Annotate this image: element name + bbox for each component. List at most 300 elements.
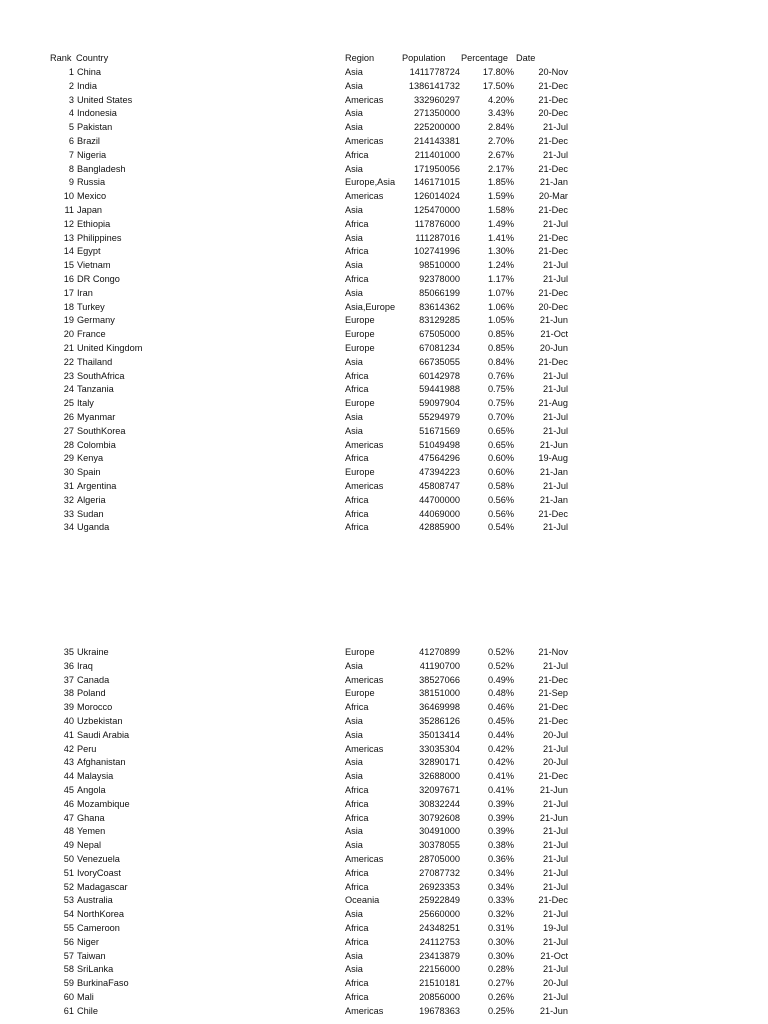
cell-percentage: 1.41% [487,232,514,243]
cell-percentage: 0.60% [487,453,514,464]
cell-region: Africa [345,992,369,1002]
cell-region: Asia [345,716,363,726]
cell-percentage: 1.30% [487,246,514,257]
cell-percentage: 0.60% [487,467,514,478]
cell-date: 21-Dec [538,716,568,726]
cell-date: 21-Dec [538,702,568,713]
cell-rank: 39 [63,702,74,713]
cell-population: 85066199 [419,287,460,298]
cell-date: 21-Jun [539,315,568,326]
table-row [0,825,768,839]
header-date: Date [516,53,536,63]
table-row [0,701,768,715]
cell-population: 26923353 [419,881,460,892]
cell-percentage: 0.76% [487,370,514,381]
cell-date: 21-Jul [542,425,568,436]
cell-date: 20-Jun [539,343,568,353]
table-row [0,190,768,204]
cell-date: 21-Jul [542,218,568,229]
cell-region: Americas [345,1005,384,1016]
cell-percentage: 0.75% [487,384,514,395]
cell-date: 20-Jul [542,729,568,740]
cell-population: 44700000 [419,494,460,505]
cell-population: 44069000 [419,508,460,519]
cell-population: 92378000 [419,274,460,284]
cell-date: 21-Jul [542,260,568,271]
cell-rank: 16 [63,274,74,284]
cell-date: 21-Jan [539,467,568,478]
cell-percentage: 0.46% [487,702,514,713]
cell-population: 225200000 [414,122,460,133]
cell-percentage: 1.58% [487,205,514,215]
cell-population: 20856000 [419,992,460,1002]
cell-rank: 57 [63,950,74,961]
cell-population: 60142978 [419,370,460,381]
cell-country: Canada [77,674,110,685]
cell-region: Asia [345,80,363,91]
cell-region: Europe [345,315,375,326]
cell-population: 32097671 [419,785,460,795]
cell-country: Indonesia [77,108,117,119]
table-row [0,273,768,287]
cell-population: 332960297 [414,94,460,105]
cell-region: Asia [345,909,363,920]
cell-country: Chile [77,1005,98,1016]
cell-date: 21-Dec [538,205,568,215]
cell-percentage: 0.45% [487,716,514,726]
cell-country: Sudan [77,508,104,519]
cell-percentage: 0.44% [487,729,514,740]
cell-percentage: 0.33% [487,895,514,906]
cell-population: 211401000 [414,149,460,160]
cell-date: 19-Aug [538,453,568,464]
cell-population: 111287016 [415,232,460,243]
cell-population: 41270899 [419,647,460,657]
table-row [0,356,768,370]
cell-region: Asia [345,771,363,782]
table-row [0,439,768,453]
cell-rank: 32 [63,494,74,505]
cell-rank: 17 [63,287,74,298]
table-row [0,218,768,232]
cell-population: 33035304 [419,743,460,754]
cell-country: Nepal [77,840,102,851]
cell-date: 20-Jul [542,978,568,989]
cell-percentage: 0.65% [487,425,514,436]
table-row [0,232,768,246]
cell-percentage: 0.36% [487,854,514,864]
cell-date: 21-Dec [538,136,568,146]
cell-rank: 8 [68,163,74,174]
cell-date: 21-Jul [542,798,568,809]
cell-percentage: 0.39% [487,798,514,809]
cell-rank: 21 [63,343,74,353]
cell-percentage: 0.54% [487,522,514,533]
cell-percentage: 0.85% [487,329,514,340]
cell-country: Angola [77,785,106,795]
cell-region: Americas [345,743,384,754]
cell-population: 55294979 [419,412,460,422]
table-row [0,66,768,80]
cell-population: 42885900 [419,522,460,533]
cell-population: 38151000 [419,688,460,699]
cell-region: Americas [345,481,384,491]
cell-region: Africa [345,867,369,878]
cell-population: 30832244 [419,798,460,809]
cell-percentage: 0.41% [487,771,514,782]
cell-region: Europe [345,647,375,657]
cell-region: Africa [345,812,369,823]
cell-percentage: 0.27% [487,978,514,989]
table-row [0,936,768,950]
cell-region: Africa [345,218,369,229]
cell-population: 30792608 [419,812,460,823]
cell-country: China [77,67,102,77]
cell-country: Japan [77,205,103,215]
cell-date: 19-Jul [542,923,568,933]
table-row [0,853,768,867]
table-row [0,94,768,108]
cell-country: Uzbekistan [77,716,123,726]
cell-date: 21-Jul [542,826,568,837]
cell-rank: 6 [68,136,74,146]
cell-population: 271350000 [414,108,460,119]
cell-rank: 29 [63,453,74,464]
cell-country: Afghanistan [77,757,126,768]
table-row [0,812,768,826]
cell-country: Malaysia [77,771,114,782]
cell-country: United States [77,94,133,105]
cell-population: 24112753 [419,936,460,947]
cell-date: 21-Oct [540,329,568,340]
cell-region: Asia [345,425,363,436]
cell-percentage: 2.17% [487,163,514,174]
table-row [0,149,768,163]
table-row [0,839,768,853]
cell-rank: 4 [68,108,74,119]
cell-population: 23413879 [419,950,460,961]
cell-percentage: 1.49% [487,218,514,229]
table-row [0,411,768,425]
cell-population: 126014024 [414,191,460,202]
header-country: Country [76,53,109,63]
cell-date: 21-Oct [540,950,568,961]
cell-rank: 52 [63,881,74,892]
cell-date: 21-Jun [539,785,568,795]
cell-region: Asia [345,826,363,837]
cell-region: Oceania [345,895,380,906]
cell-percentage: 0.84% [487,356,514,367]
table-row [0,660,768,674]
cell-date: 21-Dec [538,232,568,243]
cell-percentage: 0.39% [487,812,514,823]
cell-date: 21-Jul [542,881,568,892]
cell-date: 21-Nov [538,647,568,657]
cell-rank: 11 [64,205,74,215]
cell-percentage: 1.06% [487,301,514,312]
cell-percentage: 0.34% [487,881,514,892]
table-row [0,383,768,397]
cell-region: Africa [345,494,369,505]
cell-country: Thailand [77,356,113,367]
cell-percentage: 1.17% [487,274,514,284]
header-row [0,52,768,66]
cell-date: 21-Jul [542,909,568,920]
table-row [0,121,768,135]
cell-population: 30491000 [419,826,460,837]
table-row [0,1005,768,1019]
cell-date: 21-Dec [538,508,568,519]
cell-region: Asia [345,757,363,768]
table-row [0,770,768,784]
cell-country: Mexico [77,191,107,202]
cell-rank: 61 [63,1005,74,1016]
cell-date: 21-Jul [542,149,568,160]
cell-region: Africa [345,978,369,989]
cell-country: Tanzania [77,384,114,395]
cell-percentage: 1.05% [487,315,514,326]
table-row [0,729,768,743]
cell-percentage: 2.70% [487,136,514,146]
table-row [0,784,768,798]
cell-rank: 15 [63,260,74,271]
cell-population: 35286126 [419,716,460,726]
cell-region: Europe [345,343,375,353]
table-row [0,494,768,508]
cell-population: 19678363 [419,1005,460,1016]
table-row [0,425,768,439]
cell-region: Asia [345,287,363,298]
cell-country: Yemen [77,826,106,837]
table-row [0,977,768,991]
cell-rank: 37 [63,674,74,685]
table-row [0,991,768,1005]
header-percentage: Percentage [461,53,508,63]
cell-rank: 26 [63,412,74,422]
cell-rank: 18 [63,301,74,312]
cell-rank: 14 [63,246,74,257]
cell-population: 51671569 [419,425,460,436]
cell-rank: 56 [63,936,74,947]
cell-region: Asia [345,232,363,243]
cell-percentage: 0.28% [487,964,514,975]
cell-region: Asia [345,163,363,174]
cell-date: 21-Jul [542,122,568,133]
cell-population: 98510000 [419,260,460,271]
cell-population: 24348251 [419,923,460,933]
cell-region: Asia [345,122,363,133]
cell-rank: 9 [68,177,74,188]
cell-region: Africa [345,246,369,257]
cell-percentage: 0.70% [487,412,514,422]
cell-rank: 30 [63,467,74,478]
cell-population: 25660000 [419,909,460,920]
cell-country: Germany [77,315,115,326]
cell-date: 20-Dec [538,301,568,312]
cell-date: 21-Jun [539,812,568,823]
cell-percentage: 2.67% [487,149,514,160]
cell-region: Americas [345,191,384,202]
cell-country: France [77,329,106,340]
cell-region: Asia [345,964,363,975]
cell-percentage: 3.43% [487,108,514,119]
cell-country: NorthKorea [77,909,124,920]
cell-rank: 25 [63,398,74,409]
cell-date: 20-Mar [538,191,568,202]
cell-date: 21-Jul [542,412,568,422]
cell-rank: 50 [63,854,74,864]
cell-rank: 10 [63,191,74,202]
cell-country: Myanmar [77,412,116,422]
cell-country: BurkinaFaso [77,978,129,989]
table-row [0,715,768,729]
cell-country: Algeria [77,494,106,505]
cell-date: 21-Jul [542,274,568,284]
cell-population: 32890171 [419,757,460,768]
cell-rank: 33 [63,508,74,519]
table-row [0,370,768,384]
header-population: Population [402,53,446,63]
cell-percentage: 0.38% [487,840,514,851]
cell-rank: 7 [68,149,74,160]
cell-percentage: 0.26% [487,992,514,1002]
cell-country: SouthKorea [77,425,126,436]
cell-date: 21-Sep [538,688,568,699]
cell-population: 47564296 [419,453,460,464]
cell-population: 1411778724 [409,67,460,77]
header-region: Region [345,53,375,63]
cell-region: Asia [345,356,363,367]
table-row [0,508,768,522]
cell-rank: 22 [63,356,74,367]
cell-date: 21-Jul [542,854,568,864]
cell-percentage: 0.49% [487,674,514,685]
cell-country: Venezuela [77,854,120,864]
cell-date: 21-Dec [538,895,568,906]
cell-region: Asia [345,950,363,961]
cell-country: Uganda [77,522,110,533]
table-row [0,798,768,812]
table-row [0,922,768,936]
cell-percentage: 0.56% [487,508,514,519]
cell-date: 21-Dec [538,80,568,91]
cell-rank: 49 [63,840,74,851]
cell-rank: 36 [63,660,74,671]
cell-percentage: 0.39% [487,826,514,837]
cell-rank: 31 [63,481,74,491]
cell-date: 21-Dec [538,287,568,298]
cell-date: 21-Jul [542,840,568,851]
cell-rank: 46 [63,798,74,809]
table-row [0,245,768,259]
cell-date: 21-Dec [538,94,568,105]
cell-country: Turkey [77,301,105,312]
table-row [0,521,768,535]
cell-country: Argentina [77,481,117,491]
cell-region: Africa [345,274,369,284]
cell-region: Americas [345,94,384,105]
cell-country: SouthAfrica [77,370,125,381]
cell-population: 59441988 [419,384,460,395]
cell-region: Asia [345,108,363,119]
cell-region: Europe [345,329,375,340]
cell-country: Kenya [77,453,104,464]
cell-date: 21-Jul [542,522,568,533]
cell-country: United Kingdom [77,343,143,353]
cell-population: 21510181 [419,978,460,989]
cell-country: Pakistan [77,122,113,133]
cell-rank: 34 [63,522,74,533]
cell-population: 32688000 [419,771,460,782]
cell-population: 41190700 [419,660,460,671]
table-row [0,452,768,466]
cell-population: 28705000 [419,854,460,864]
cell-region: Europe [345,398,375,409]
cell-percentage: 1.59% [487,191,514,202]
cell-percentage: 1.24% [487,260,514,271]
table-row [0,687,768,701]
cell-country: Iran [77,287,93,298]
cell-country: Mali [77,992,94,1002]
cell-population: 22156000 [419,964,460,975]
cell-population: 83129285 [419,315,460,326]
header-rank: Rank [50,53,72,63]
cell-region: Africa [345,370,369,381]
cell-rank: 48 [63,826,74,837]
cell-percentage: 2.84% [487,122,514,133]
cell-region: Asia [345,260,363,271]
cell-region: Europe [345,688,375,699]
cell-country: Brazil [77,136,100,146]
cell-rank: 19 [63,315,74,326]
cell-region: Americas [345,136,384,146]
cell-rank: 58 [63,964,74,975]
cell-population: 125470000 [414,205,460,215]
cell-date: 21-Jul [542,384,568,395]
cell-population: 146171015 [414,177,460,188]
cell-rank: 13 [63,232,74,243]
cell-population: 59097904 [419,398,460,409]
cell-percentage: 0.32% [487,909,514,920]
cell-date: 21-Jan [539,494,568,505]
cell-date: 21-Jul [542,936,568,947]
cell-region: Asia [345,840,363,851]
cell-date: 21-Jul [542,992,568,1002]
cell-date: 20-Jul [542,757,568,768]
cell-population: 171950056 [414,163,460,174]
cell-population: 36469998 [419,702,460,713]
cell-country: Ghana [77,812,105,823]
table-row [0,908,768,922]
cell-date: 21-Dec [538,163,568,174]
cell-region: Africa [345,508,369,519]
cell-date: 21-Jun [539,1005,568,1016]
cell-country: Cameroon [77,923,120,933]
cell-country: Saudi Arabia [77,729,130,740]
cell-rank: 28 [63,439,74,450]
cell-percentage: 0.31% [487,923,514,933]
cell-country: Colombia [77,439,116,450]
cell-percentage: 0.42% [487,743,514,754]
table-row [0,287,768,301]
cell-percentage: 17.50% [482,80,514,91]
cell-country: Italy [77,398,94,409]
cell-country: Madagascar [77,881,128,892]
cell-date: 21-Jan [539,177,568,188]
cell-percentage: 4.20% [487,94,514,105]
cell-percentage: 0.25% [487,1005,514,1016]
cell-country: Spain [77,467,101,478]
